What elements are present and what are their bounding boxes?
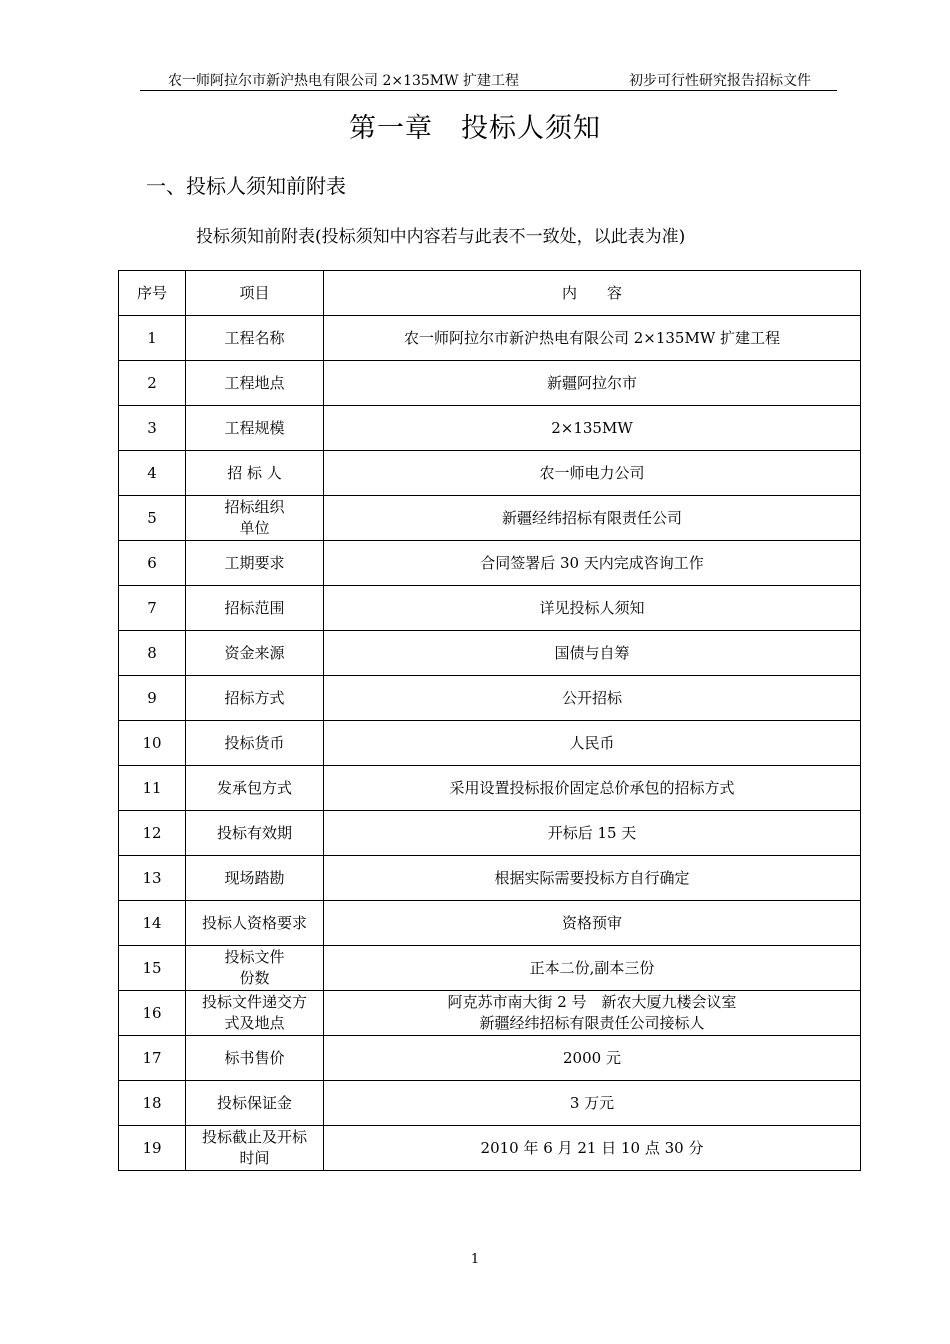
row-content-cell: 采用设置投标报价固定总价承包的招标方式 [324, 766, 861, 811]
row-content-cell: 合同签署后 30 天内完成咨询工作 [324, 541, 861, 586]
row-number-cell: 17 [119, 1036, 186, 1081]
row-item-cell: 招标方式 [186, 676, 324, 721]
running-header [140, 66, 837, 91]
row-item-cell: 标书售价 [186, 1036, 324, 1081]
row-item-cell: 资金来源 [186, 631, 324, 676]
row-item-cell: 现场踏勘 [186, 856, 324, 901]
row-number-cell: 13 [119, 856, 186, 901]
row-content-cell: 新疆阿拉尔市 [324, 361, 861, 406]
row-content-cell: 新疆经纬招标有限责任公司 [324, 496, 861, 541]
table-row [119, 361, 861, 406]
row-item-cell: 招标范围 [186, 586, 324, 631]
row-content-cell: 正本二份,副本三份 [324, 946, 861, 991]
row-item-cell: 投标文件递交方 式及地点 [186, 991, 324, 1036]
row-item-cell: 招 标 人 [186, 451, 324, 496]
row-content-cell: 资格预审 [324, 901, 861, 946]
table-row [119, 1036, 861, 1081]
row-item-cell: 投标文件 份数 [186, 946, 324, 991]
row-content-cell: 农一师电力公司 [324, 451, 861, 496]
header-cell-content: 内 容 [324, 271, 861, 316]
row-number-cell: 14 [119, 901, 186, 946]
row-content-cell: 阿克苏市南大街 2 号 新农大厦九楼会议室 新疆经纬招标有限责任公司接标人 [324, 991, 861, 1036]
table-row [119, 316, 861, 361]
bidder-instructions-table [118, 270, 861, 1171]
table-row [119, 991, 861, 1036]
table-row [119, 496, 861, 541]
row-number-cell: 15 [119, 946, 186, 991]
table-row [119, 1126, 861, 1171]
table-header-row [119, 271, 861, 316]
row-number-cell: 7 [119, 586, 186, 631]
row-number-cell: 1 [119, 316, 186, 361]
row-number-cell: 11 [119, 766, 186, 811]
row-content-cell: 2000 元 [324, 1036, 861, 1081]
row-content-cell: 根据实际需要投标方自行确定 [324, 856, 861, 901]
table-row [119, 586, 861, 631]
header-document-title: 初步可行性研究报告招标文件 [629, 73, 811, 89]
row-item-cell: 工程名称 [186, 316, 324, 361]
table-caption: 投标须知前附表(投标须知中内容若与此表不一致处，以此表为准) [196, 227, 686, 247]
row-number-cell: 10 [119, 721, 186, 766]
row-content-cell: 公开招标 [324, 676, 861, 721]
table-row [119, 541, 861, 586]
row-number-cell: 9 [119, 676, 186, 721]
row-item-cell: 工程地点 [186, 361, 324, 406]
table-row [119, 721, 861, 766]
row-number-cell: 18 [119, 1081, 186, 1126]
table-row [119, 901, 861, 946]
row-item-cell: 投标货币 [186, 721, 324, 766]
row-number-cell: 2 [119, 361, 186, 406]
row-item-cell: 投标截止及开标 时间 [186, 1126, 324, 1171]
table-row [119, 451, 861, 496]
row-number-cell: 6 [119, 541, 186, 586]
header-project-title: 农一师阿拉尔市新沪热电有限公司 2×135MW 扩建工程 [168, 73, 519, 89]
page-number: 1 [470, 1252, 480, 1267]
table-body [119, 316, 861, 1171]
header-cell-item: 项目 [186, 271, 324, 316]
table-row [119, 676, 861, 721]
row-item-cell: 工程规模 [186, 406, 324, 451]
row-item-cell: 招标组织 单位 [186, 496, 324, 541]
row-item-cell: 发承包方式 [186, 766, 324, 811]
table-row [119, 766, 861, 811]
section-title: 一、投标人须知前附表 [146, 174, 346, 198]
row-content-cell: 2010 年 6 月 21 日 10 点 30 分 [324, 1126, 861, 1171]
table-row [119, 631, 861, 676]
row-content-cell: 详见投标人须知 [324, 586, 861, 631]
table-row [119, 811, 861, 856]
row-content-cell: 开标后 15 天 [324, 811, 861, 856]
row-number-cell: 3 [119, 406, 186, 451]
row-number-cell: 19 [119, 1126, 186, 1171]
row-number-cell: 4 [119, 451, 186, 496]
table-row [119, 406, 861, 451]
header-cell-no: 序号 [119, 271, 186, 316]
row-item-cell: 投标有效期 [186, 811, 324, 856]
table-row [119, 946, 861, 991]
row-number-cell: 8 [119, 631, 186, 676]
row-number-cell: 5 [119, 496, 186, 541]
row-number-cell: 12 [119, 811, 186, 856]
row-content-cell: 农一师阿拉尔市新沪热电有限公司 2×135MW 扩建工程 [324, 316, 861, 361]
row-content-cell: 2×135MW [324, 406, 861, 451]
table-row [119, 856, 861, 901]
row-number-cell: 16 [119, 991, 186, 1036]
row-content-cell: 3 万元 [324, 1081, 861, 1126]
row-content-cell: 人民币 [324, 721, 861, 766]
row-content-cell: 国债与自筹 [324, 631, 861, 676]
row-item-cell: 工期要求 [186, 541, 324, 586]
row-item-cell: 投标保证金 [186, 1081, 324, 1126]
table-row [119, 1081, 861, 1126]
chapter-title: 第一章 投标人须知 [349, 113, 601, 144]
row-item-cell: 投标人资格要求 [186, 901, 324, 946]
